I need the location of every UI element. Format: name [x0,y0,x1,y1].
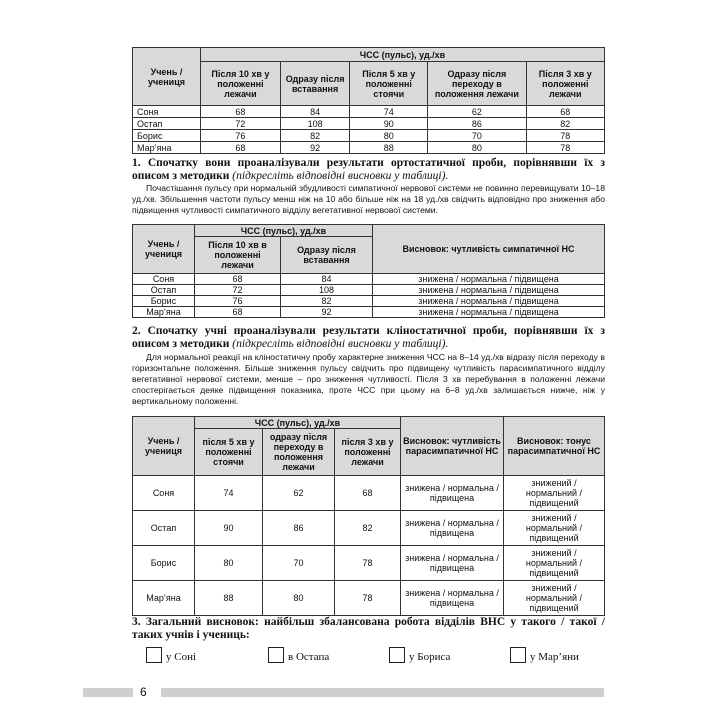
option-ostap[interactable] [268,647,329,663]
hr-value: 68 [335,476,401,511]
conclusion-options[interactable]: знижена / нормальна / підвищена [373,274,605,285]
checkbox[interactable] [389,647,405,663]
conclusion-tone[interactable]: знижений / нормальний / підвищений [504,511,605,546]
hr-value: 88 [195,581,263,616]
checkbox[interactable] [510,647,526,663]
option-label: у Мар’яни [530,651,579,663]
option-sonya[interactable] [146,647,196,663]
hr-value: 78 [526,142,604,154]
col-header: одразу після переходу в положення лежачи [263,429,335,476]
student-name: Соня [133,274,195,285]
paragraph-1 [132,183,605,216]
header-hr-group: ЧСС (пульс), уд./хв [195,417,401,429]
header-student: Учень / учениця [133,417,195,476]
student-name: Мар’яна [133,142,201,154]
option-maryana[interactable] [510,647,579,663]
hr-value: 90 [350,118,428,130]
hr-value: 86 [428,118,526,130]
conclusion-options[interactable]: знижена / нормальна / підвищена [373,307,605,318]
student-name: Соня [133,476,195,511]
paragraph-1-text: Почастішання пульсу при нормальній збудливості симпатичної нервової системи не повинно перевищувати 10–18 уд./хв. Збільшення частоти пульсу менш ніж на 10 або більше ніж на 18 уд./хв свідчить відповідно про зниження або підвищення чутливості симпатичного відділу вегетативної нервової системи. [132,183,605,215]
table-row [133,142,605,154]
task-1 [132,157,605,183]
task-3 [132,616,605,642]
task-2-instruction: (підкресліть відповідні висновки у таблиці). [232,338,449,350]
hr-value: 80 [428,142,526,154]
col-header: Одразу після вставання [281,237,373,274]
conclusion-tone[interactable]: знижений / нормальний / підвищений [504,581,605,616]
hr-value: 74 [350,106,428,118]
hr-value: 80 [350,130,428,142]
col-header: після 5 хв у положенні стоячи [195,429,263,476]
table-row [133,274,605,285]
table-row [133,106,605,118]
header-hr-group: ЧСС (пульс), уд./хв [195,225,373,237]
col-header: Після 5 хв у положенні стоячи [350,62,428,106]
hr-value: 68 [195,307,281,318]
header-conclusion-tone: Висновок: тонус парасимпатичної НС [504,417,605,476]
hr-value: 82 [280,130,350,142]
col-header: Після 10 хв у положенні лежачи [201,62,281,106]
hr-value: 62 [263,476,335,511]
hr-value: 84 [281,274,373,285]
student-name: Мар’яна [133,581,195,616]
option-borys[interactable] [389,647,450,663]
table-row [133,130,605,142]
hr-value: 78 [335,581,401,616]
header-conclusion-sensitivity: Висновок: чутливість парасимпатичної НС [401,417,504,476]
table-row [133,581,605,616]
student-name: Борис [133,130,201,142]
footer-bar-left [83,688,133,697]
hr-value: 70 [428,130,526,142]
page-number: 6 [140,685,147,699]
hr-value: 82 [335,511,401,546]
hr-value: 70 [263,546,335,581]
col-header: Одразу після вставання [280,62,350,106]
hr-value: 80 [195,546,263,581]
hr-value: 76 [201,130,281,142]
option-label: в Остапа [288,651,330,663]
student-name: Мар’яна [133,307,195,318]
table-row [133,118,605,130]
student-name: Остап [133,285,195,296]
hr-value: 80 [263,581,335,616]
hr-value: 108 [281,285,373,296]
hr-value: 108 [280,118,350,130]
option-label: у Бориса [409,651,451,663]
hr-value: 68 [526,106,604,118]
table-row [133,476,605,511]
table-row [133,296,605,307]
hr-value: 88 [350,142,428,154]
hr-value: 78 [526,130,604,142]
task-1-instruction: (підкресліть відповідні висновки у таблиці). [232,170,449,182]
task-1-text: 1. Спочатку вони проаналізували результати ортостатичної проби, порівнявши їх з описом з методики [132,157,605,182]
student-name: Остап [133,118,201,130]
hr-value: 68 [201,142,281,154]
student-name: Соня [133,106,201,118]
hr-value: 68 [195,274,281,285]
checkbox[interactable] [268,647,284,663]
hr-value: 62 [428,106,526,118]
table-orthostatic-conclusion [132,224,605,318]
hr-value: 82 [526,118,604,130]
student-name: Борис [133,296,195,307]
table-clinostatic [132,416,605,616]
task-2 [132,325,605,351]
table-orthostatic-full [132,47,605,154]
conclusion-sensitivity[interactable]: знижена / нормальна / підвищена [401,581,504,616]
task-2-text: 2. Спочатку учні проаналізували результати кліностатичної проби, порівнявши їх з описом з методики [132,325,605,350]
table-row [133,546,605,581]
hr-value: 68 [201,106,281,118]
header-student: Учень / учениця [133,225,195,274]
hr-value: 72 [201,118,281,130]
paragraph-2 [132,352,605,407]
checkbox[interactable] [146,647,162,663]
hr-value: 90 [195,511,263,546]
conclusion-options[interactable]: знижена / нормальна / підвищена [373,296,605,307]
conclusion-tone[interactable]: знижений / нормальний / підвищений [504,546,605,581]
task-3-text: 3. Загальний висновок: найбільш збалансована робота відділів ВНС у такого / такої / таких учнів і учениць: [132,616,605,641]
hr-value: 74 [195,476,263,511]
col-header: Після 10 хв в положенні лежачи [195,237,281,274]
footer-bar-right [161,688,604,697]
conclusion-sensitivity[interactable]: знижена / нормальна / підвищена [401,476,504,511]
table-row [133,285,605,296]
student-name: Борис [133,546,195,581]
hr-value: 92 [281,307,373,318]
table-row [133,511,605,546]
conclusion-tone[interactable]: знижений / нормальний / підвищений [504,476,605,511]
conclusion-options[interactable]: знижена / нормальна / підвищена [373,285,605,296]
col-header: Після 3 хв у положенні лежачи [526,62,604,106]
header-conclusion: Висновок: чутливість симпатичної НС [373,225,605,274]
hr-value: 82 [281,296,373,307]
option-label: у Соні [166,651,197,663]
hr-value: 84 [280,106,350,118]
hr-value: 76 [195,296,281,307]
conclusion-sensitivity[interactable]: знижена / нормальна / підвищена [401,546,504,581]
table-row [133,307,605,318]
header-student: Учень / учениця [133,48,201,106]
conclusion-sensitivity[interactable]: знижена / нормальна / підвищена [401,511,504,546]
hr-value: 78 [335,546,401,581]
col-header: Одразу після переходу в положення лежачи [428,62,526,106]
paragraph-2-text: Для нормальної реакції на кліностатичну пробу характерне зниження ЧСС на 8–14 уд./хв відразу після переходу в горизонтальне положення. Більше зниження пульсу свідчить про підвищену чутливість парасимпатичного відділу вегетативної нервової системи, менше – про зниження чутливості. Після 3 хв перебування в положенні лежачи спостерігається деяке підвищення показника, проте ЧСС при цьому на 6–8 уд./хв залишається нижче, ніж у вертикальному положенні. [132,352,605,406]
col-header: після 3 хв у положенні лежачи [335,429,401,476]
student-name: Остап [133,511,195,546]
header-hr-group: ЧСС (пульс), уд./хв [201,48,605,62]
hr-value: 86 [263,511,335,546]
hr-value: 92 [280,142,350,154]
hr-value: 72 [195,285,281,296]
